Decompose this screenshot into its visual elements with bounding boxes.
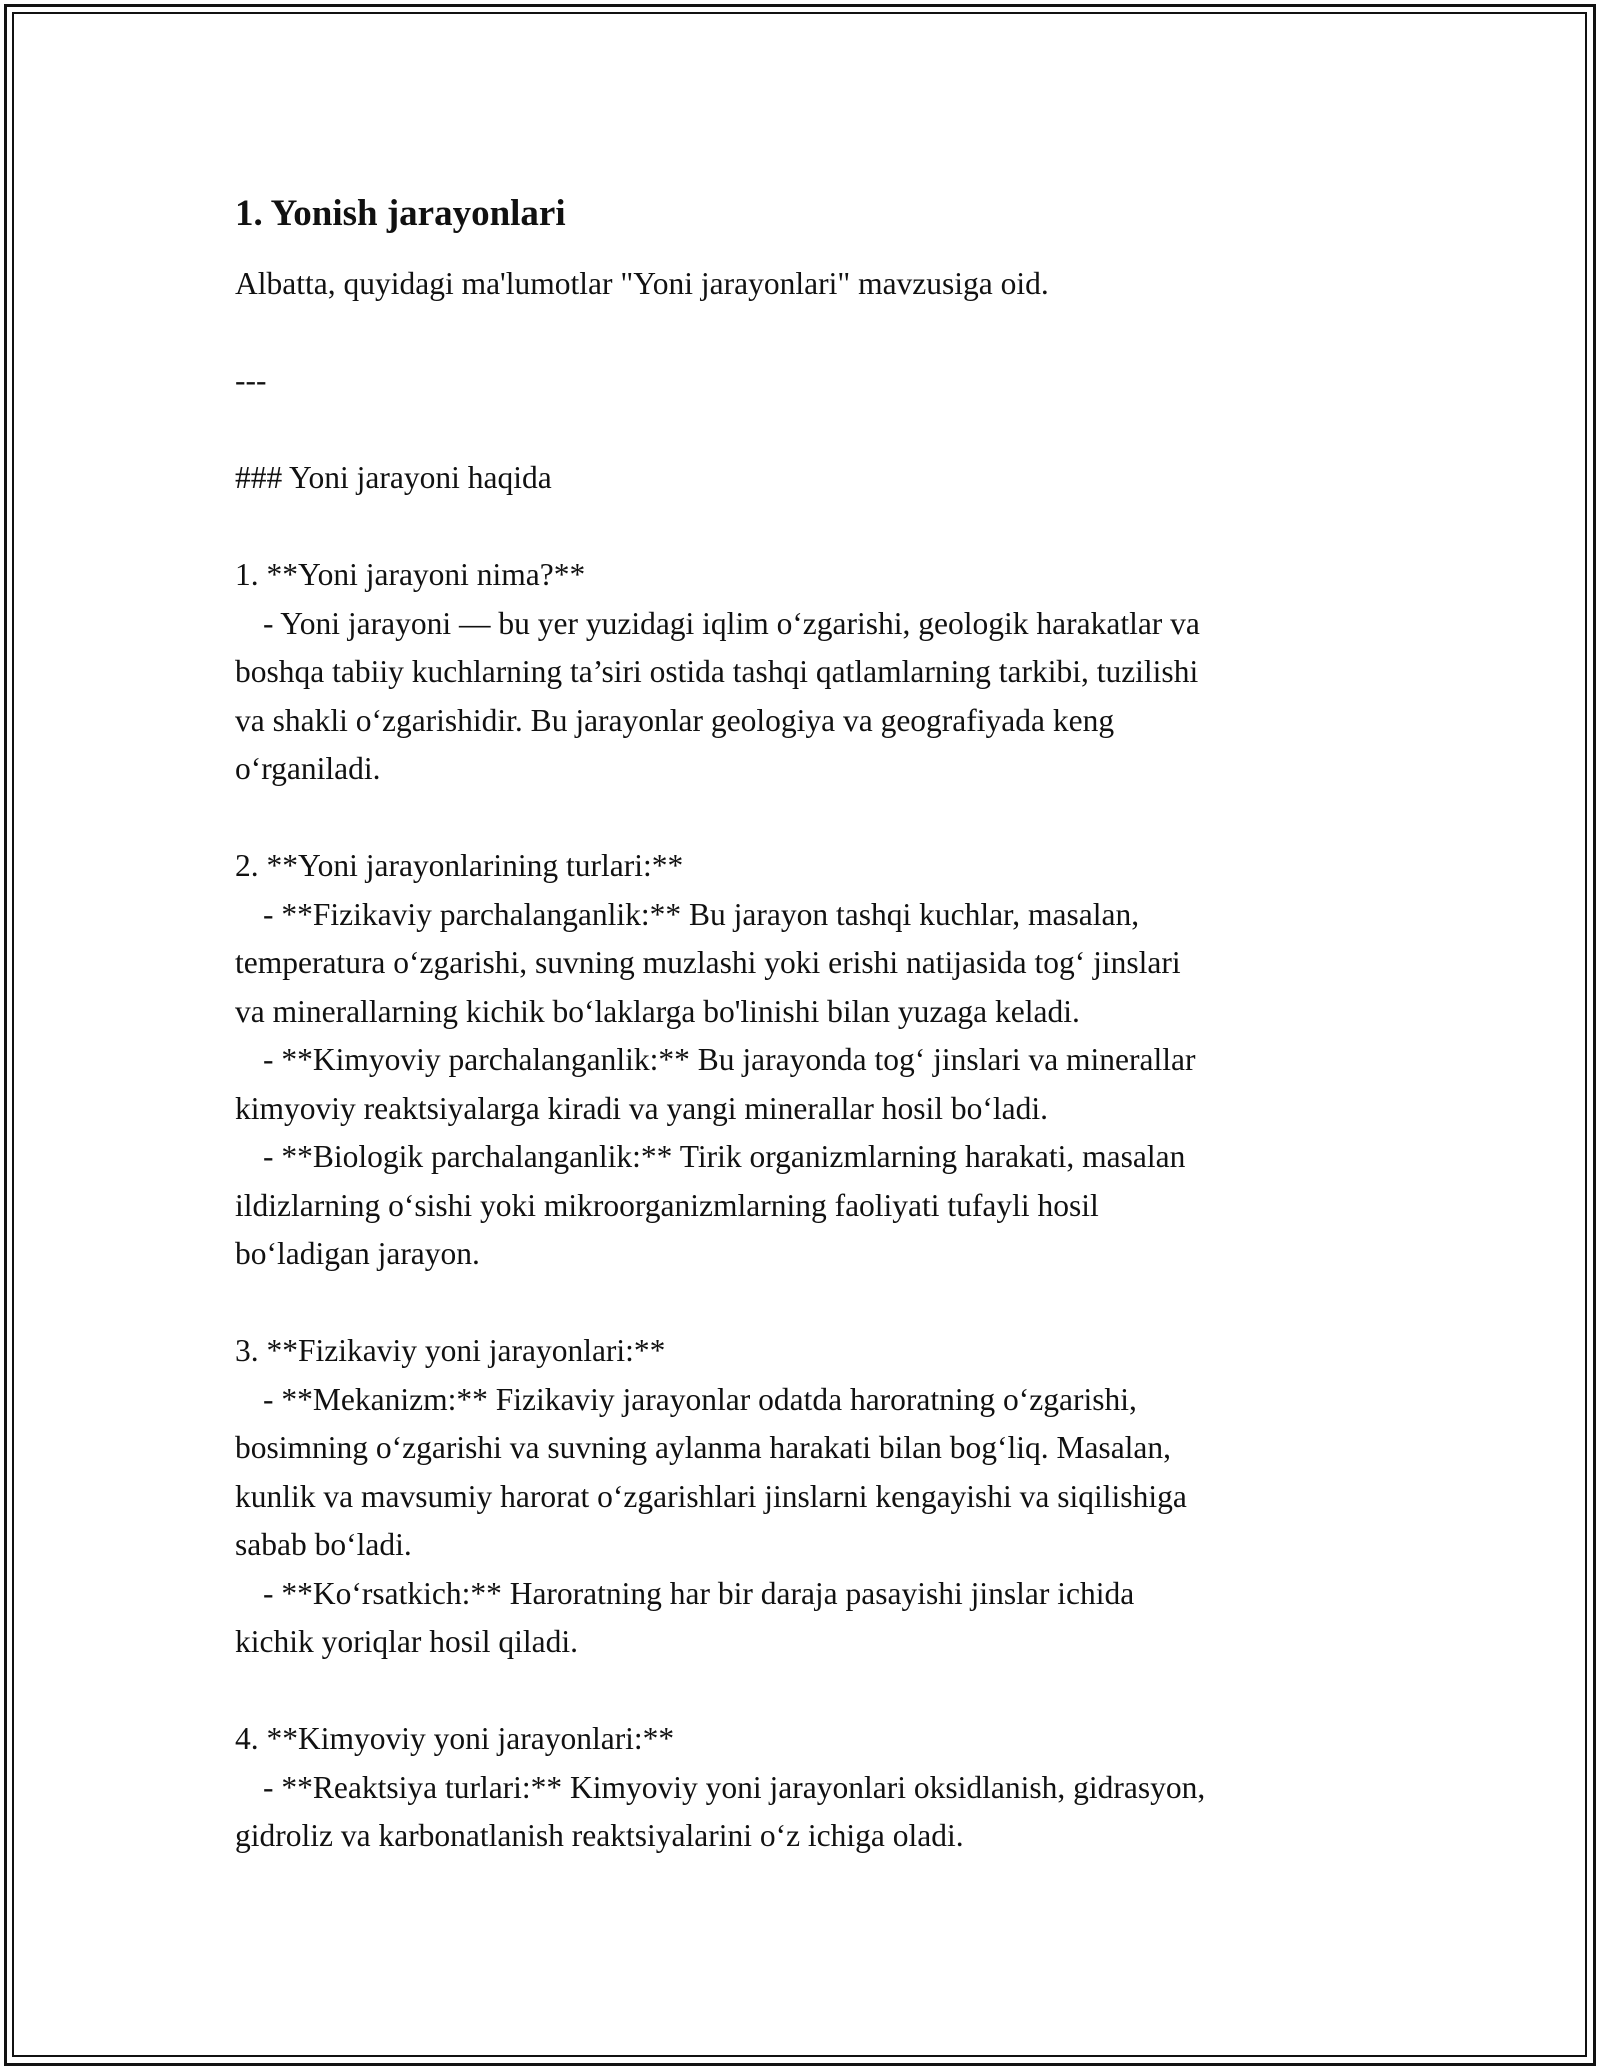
text-line: gidroliz va karbonatlanish reaktsiyalarini o‘z ichiga oladi. bbox=[235, 1818, 964, 1853]
text-line: o‘rganiladi. bbox=[235, 751, 381, 786]
list-item-heading: 1. **Yoni jarayoni nima?** bbox=[235, 557, 586, 592]
separator-line: --- bbox=[235, 363, 267, 398]
list-item bbox=[235, 842, 1385, 1279]
list-item-heading: 3. **Fizikaviy yoni jarayonlari:** bbox=[235, 1333, 666, 1368]
list-item-heading: 4. **Kimyoviy yoni jarayonlari:** bbox=[235, 1721, 675, 1756]
text-line: va shakli o‘zgarishidir. Bu jarayonlar geologiya va geografiyada keng bbox=[235, 702, 1115, 738]
bullet-line: - **Mekanizm:** Fizikaviy jarayonlar odatda haroratning o‘zgarishi, bbox=[263, 1381, 1137, 1417]
text-line: sabab bo‘ladi. bbox=[235, 1527, 412, 1562]
text-line: va minerallarning kichik bo‘laklarga bo'linishi bilan yuzaga keladi. bbox=[235, 993, 1080, 1029]
text-line: bosimning o‘zgarishi va suvning aylanma harakati bilan bog‘liq. Masalan, bbox=[235, 1430, 1172, 1465]
bullet-line: - **Biologik parchalanganlik:** Tirik organizmlarning harakati, masalan bbox=[263, 1139, 1186, 1174]
bullet-line: - Yoni jarayoni — bu yer yuzidagi iqlim o‘zgarishi, geologik harakatlar va bbox=[263, 605, 1200, 641]
document-title: 1. Yonish jarayonlari bbox=[235, 193, 566, 234]
text-line: bo‘ladigan jarayon. bbox=[235, 1236, 480, 1271]
list-item bbox=[235, 551, 1385, 794]
list-item bbox=[235, 1327, 1385, 1667]
bullet-line: - **Ko‘rsatkich:** Haroratning har bir daraja pasayishi jinslar ichida bbox=[263, 1575, 1135, 1611]
text-line: boshqa tabiiy kuchlarning ta’siri ostida tashqi qatlamlarning tarkibi, tuzilishi bbox=[235, 654, 1199, 689]
bullet-line: - **Reaktsiya turlari:** Kimyoviy yoni jarayonlari oksidlanish, gidrasyon, bbox=[263, 1769, 1206, 1805]
section-subheading: ### Yoni jarayoni haqida bbox=[235, 460, 552, 495]
text-line: temperatura o‘zgarishi, suvning muzlashi yoki erishi natijasida tog‘ jinslari bbox=[235, 945, 1181, 980]
list-item bbox=[235, 1715, 1385, 1861]
document-body bbox=[235, 186, 1385, 1861]
intro-paragraph: Albatta, quyidagi ma'lumotlar "Yoni jarayonlari" mavzusiga oid. bbox=[235, 266, 1049, 301]
text-line: ildizlarning o‘sishi yoki mikroorganizmlarning faoliyati tufayli hosil bbox=[235, 1187, 1099, 1223]
bullet-line: - **Kimyoviy parchalanganlik:** Bu jarayonda tog‘ jinslari va minerallar bbox=[263, 1042, 1196, 1077]
list-item-heading: 2. **Yoni jarayonlarining turlari:** bbox=[235, 848, 684, 883]
numbered-list bbox=[235, 551, 1385, 1861]
text-line: kunlik va mavsumiy harorat o‘zgarishlari jinslarni kengayishi va siqilishiga bbox=[235, 1478, 1187, 1514]
bullet-line: - **Fizikaviy parchalanganlik:** Bu jarayon tashqi kuchlar, masalan, bbox=[263, 896, 1140, 932]
text-line: kichik yoriqlar hosil qiladi. bbox=[235, 1624, 578, 1659]
text-line: kimyoviy reaktsiyalarga kiradi va yangi minerallar hosil bo‘ladi. bbox=[235, 1090, 1048, 1126]
